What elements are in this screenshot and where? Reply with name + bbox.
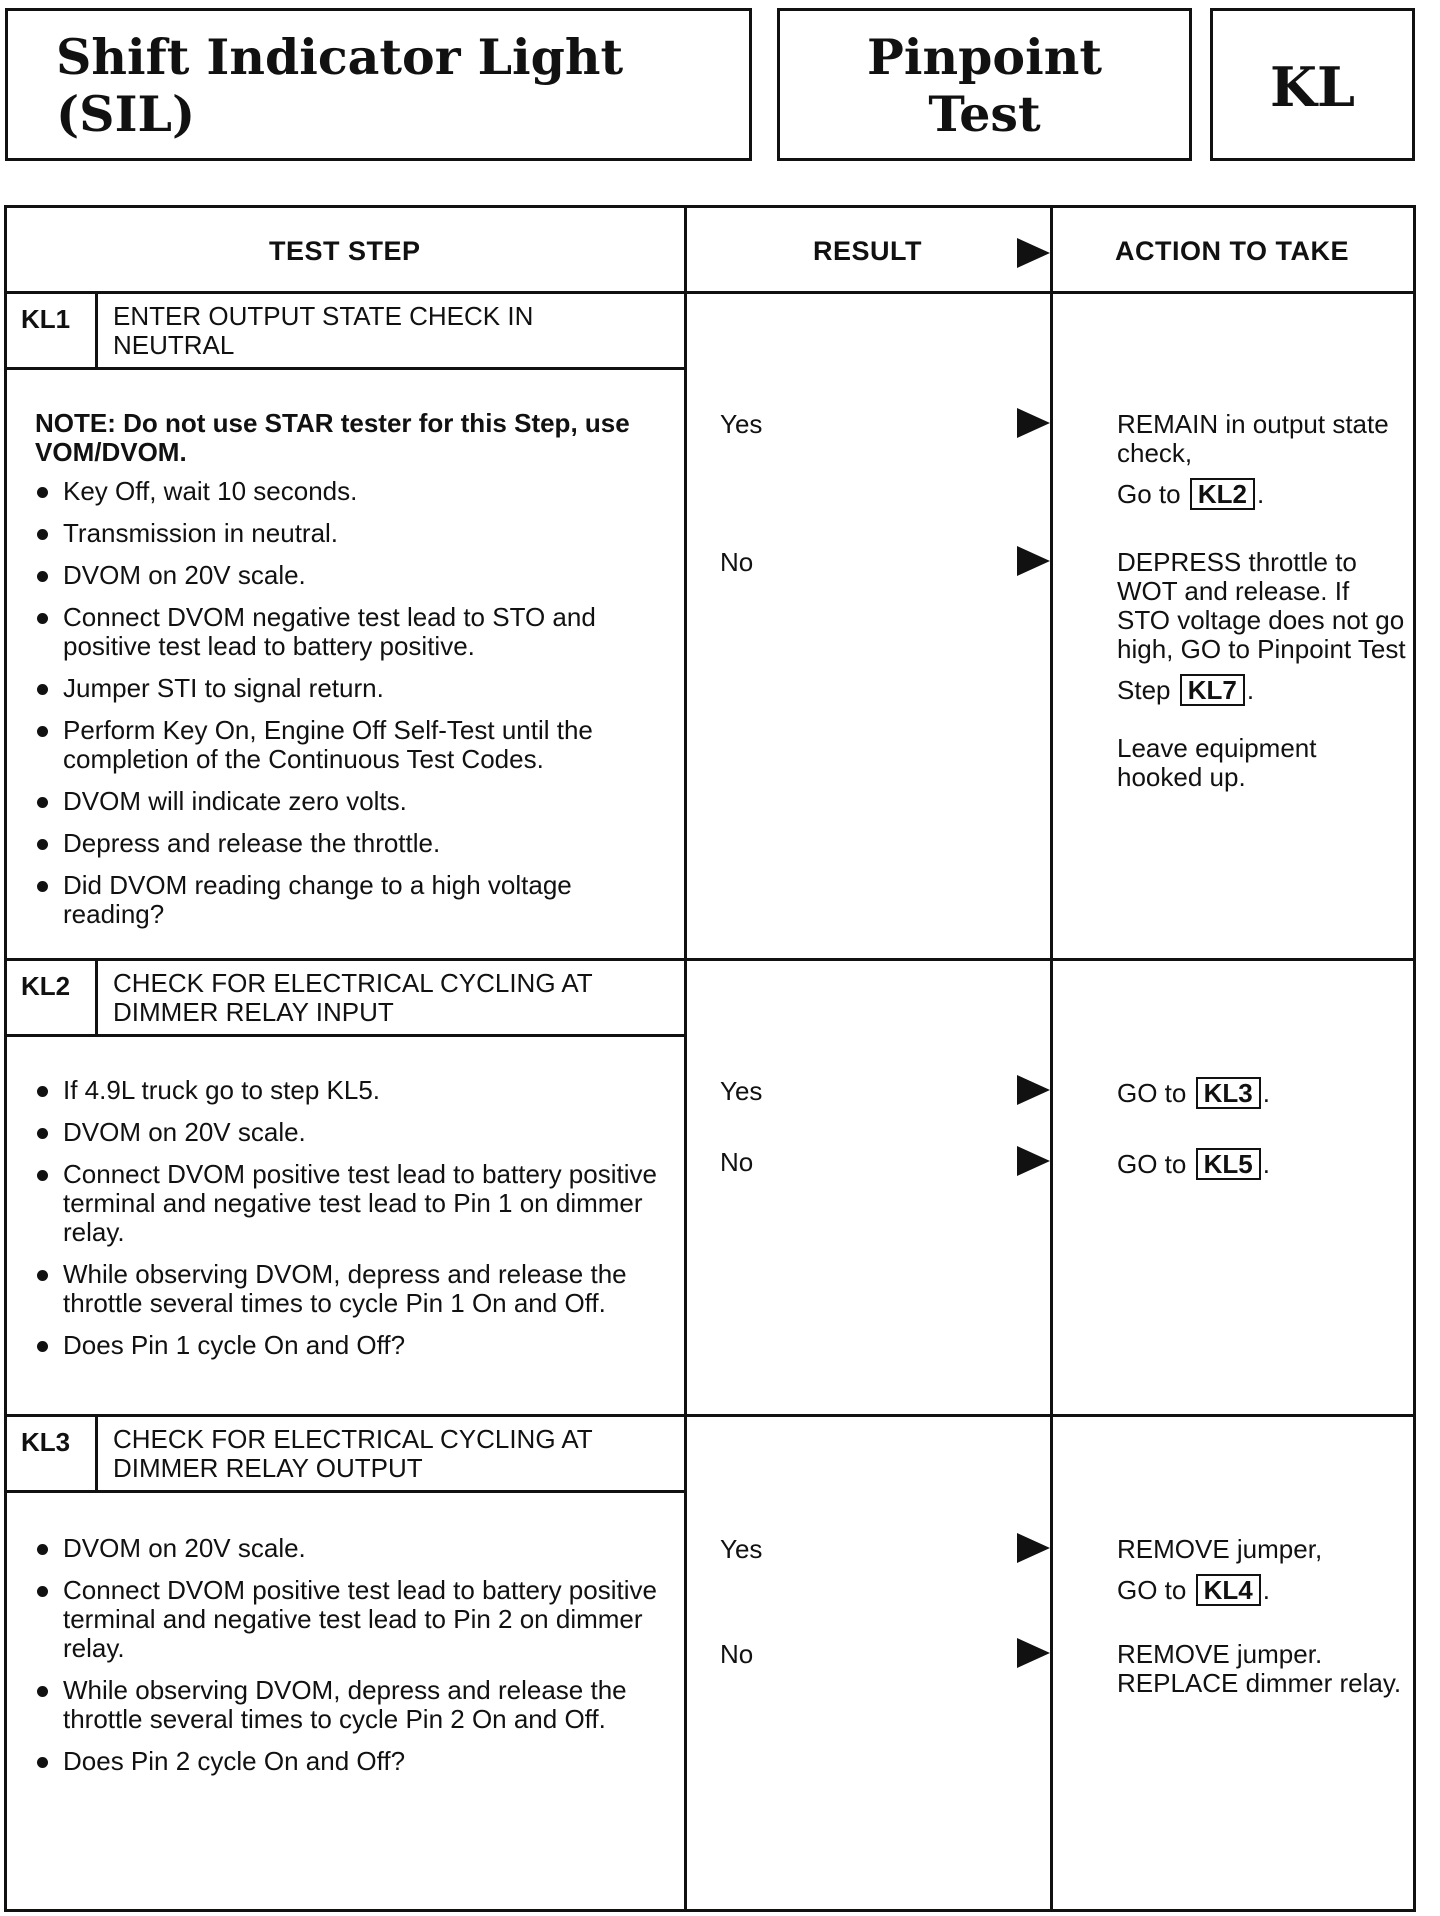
kl2-yes-go-text: GO to — [1117, 1078, 1187, 1108]
list-item: DVOM will indicate zero volts. — [35, 787, 665, 816]
list-item: Did DVOM reading change to a high voltage reading? — [35, 871, 665, 929]
kl3-title-rule — [7, 1490, 684, 1493]
step-title-kl3-line2: DIMMER RELAY OUTPUT — [113, 1453, 423, 1483]
title-line-2: (SIL) — [56, 85, 196, 143]
kl2-result-no: No — [720, 1147, 754, 1177]
step-title-kl1 — [113, 302, 533, 360]
list-item: DVOM on 20V scale. — [35, 561, 665, 590]
list-item: Jumper STI to signal return. — [35, 674, 665, 703]
step-ref-kl4[interactable]: KL4 — [1196, 1574, 1261, 1606]
list-item: Connect DVOM negative test lead to STO and positive test lead to battery positive. — [35, 603, 665, 661]
list-item: DVOM on 20V scale. — [35, 1534, 665, 1563]
title-line-1: Shift Indicator Light — [56, 28, 624, 86]
pinpoint-test-label — [780, 29, 1189, 143]
column-header-test-step: TEST STEP — [269, 236, 421, 266]
list-item: Transmission in neutral. — [35, 519, 665, 548]
arrow-icon — [1017, 408, 1050, 438]
arrow-icon — [1017, 1533, 1050, 1563]
pinpoint-line-1: Pinpoint — [867, 28, 1102, 86]
kl3-id-divider — [95, 1417, 98, 1490]
kl1-no-action-extra: Leave equipment hooked up. — [1117, 733, 1317, 792]
kl1-yes-action: REMAIN in output state check, Go to KL2 . — [1117, 410, 1407, 510]
list-item: Depress and release the throttle. — [35, 829, 665, 858]
kl1-title-rule — [7, 367, 684, 370]
list-item: While observing DVOM, depress and release the throttle several times to cycle Pin 1 On and Off. — [35, 1260, 665, 1318]
title-box — [5, 8, 752, 161]
kl2-no-go-text: GO to — [1117, 1149, 1187, 1179]
kl1-no-step-text: Step — [1117, 675, 1171, 705]
step-title-kl1-line1: ENTER OUTPUT STATE CHECK IN — [113, 301, 534, 331]
kl3-bullet-list — [35, 1534, 665, 1776]
list-item: DVOM on 20V scale. — [35, 1118, 665, 1147]
step-ref-kl2[interactable]: KL2 — [1190, 478, 1255, 510]
kl2-result-yes: Yes — [720, 1076, 763, 1106]
step-title-kl2-line1: CHECK FOR ELECTRICAL CYCLING AT — [113, 968, 593, 998]
step-id-kl2: KL2 — [21, 971, 71, 1001]
step-separator-1 — [7, 958, 1413, 961]
pinpoint-test-table — [4, 205, 1416, 1912]
test-code: KL — [1270, 55, 1355, 119]
kl2-no-action: GO to KL5 . — [1117, 1149, 1270, 1179]
column-divider-result — [684, 208, 687, 1909]
kl1-note: NOTE: Do not use STAR tester for this Step, use VOM/DVOM. — [35, 408, 630, 467]
result-arrow-icon — [1017, 238, 1050, 268]
header-rule — [7, 291, 1413, 294]
page-title — [56, 29, 623, 143]
list-item: Connect DVOM positive test lead to battery positive terminal and negative test lead to Pin 1 on dimmer relay. — [35, 1160, 665, 1247]
kl1-result-no: No — [720, 547, 754, 577]
kl1-bullet-list — [35, 477, 665, 929]
step-title-kl3-line1: CHECK FOR ELECTRICAL CYCLING AT — [113, 1424, 593, 1454]
list-item: Connect DVOM positive test lead to battery positive terminal and negative test lead to Pin 2 on dimmer relay. — [35, 1576, 665, 1663]
kl1-id-divider — [95, 294, 98, 367]
pinpoint-test-box — [777, 8, 1192, 161]
list-item: Perform Key On, Engine Off Self-Test until the completion of the Continuous Test Codes. — [35, 716, 665, 774]
step-id-kl3: KL3 — [21, 1427, 71, 1457]
step-id-kl1: KL1 — [21, 304, 71, 334]
arrow-icon — [1017, 1638, 1050, 1668]
list-item: Does Pin 2 cycle On and Off? — [35, 1747, 665, 1776]
column-header-action: ACTION TO TAKE — [1115, 236, 1349, 266]
kl1-result-yes: Yes — [720, 409, 763, 439]
kl3-no-action-text: REMOVE jumper. REPLACE dimmer relay. — [1117, 1639, 1402, 1698]
list-item: Does Pin 1 cycle On and Off? — [35, 1331, 665, 1360]
pinpoint-line-2: Test — [928, 85, 1041, 143]
kl3-result-no: No — [720, 1639, 754, 1669]
kl2-title-rule — [7, 1034, 684, 1037]
test-code-box — [1210, 8, 1415, 161]
step-separator-2 — [7, 1414, 1413, 1417]
step-title-kl2 — [113, 969, 593, 1027]
step-body-kl1 — [35, 409, 665, 942]
kl3-yes-go-text: GO to — [1117, 1575, 1187, 1605]
list-item: If 4.9L truck go to step KL5. — [35, 1076, 665, 1105]
step-ref-kl3[interactable]: KL3 — [1196, 1077, 1261, 1109]
step-body-kl2 — [35, 1076, 665, 1373]
kl3-yes-action-text: REMOVE jumper, — [1117, 1534, 1323, 1564]
step-ref-kl5[interactable]: KL5 — [1196, 1148, 1261, 1180]
arrow-icon — [1017, 1146, 1050, 1176]
kl2-bullet-list — [35, 1076, 665, 1360]
arrow-icon — [1017, 1075, 1050, 1105]
list-item: Key Off, wait 10 seconds. — [35, 477, 665, 506]
step-ref-kl7[interactable]: KL7 — [1180, 674, 1245, 706]
column-header-result: RESULT — [813, 236, 922, 266]
kl3-yes-action: REMOVE jumper, GO to KL4 . — [1117, 1535, 1407, 1606]
step-body-kl3 — [35, 1534, 665, 1789]
kl3-no-action — [1117, 1640, 1407, 1698]
kl1-no-action-text: DEPRESS throttle to WOT and release. If STO voltage does not go high, GO to Pinpoint Test — [1117, 547, 1406, 664]
kl1-no-action: DEPRESS throttle to WOT and release. If STO voltage does not go high, GO to Pinpoint Test Step KL7 . Leave equipment hooked up. — [1117, 547, 1406, 792]
kl2-yes-action: GO to KL3 . — [1117, 1078, 1270, 1108]
arrow-icon — [1017, 546, 1050, 576]
kl2-id-divider — [95, 961, 98, 1034]
kl3-result-yes: Yes — [720, 1534, 763, 1564]
column-divider-action — [1050, 208, 1053, 1909]
kl1-yes-action-text: REMAIN in output state check, — [1117, 409, 1389, 468]
kl1-yes-go-text: Go to — [1117, 479, 1181, 509]
step-title-kl2-line2: DIMMER RELAY INPUT — [113, 997, 394, 1027]
step-title-kl3 — [113, 1425, 593, 1483]
step-title-kl1-line2: NEUTRAL — [113, 330, 235, 360]
list-item: While observing DVOM, depress and release the throttle several times to cycle Pin 2 On and Off. — [35, 1676, 665, 1734]
